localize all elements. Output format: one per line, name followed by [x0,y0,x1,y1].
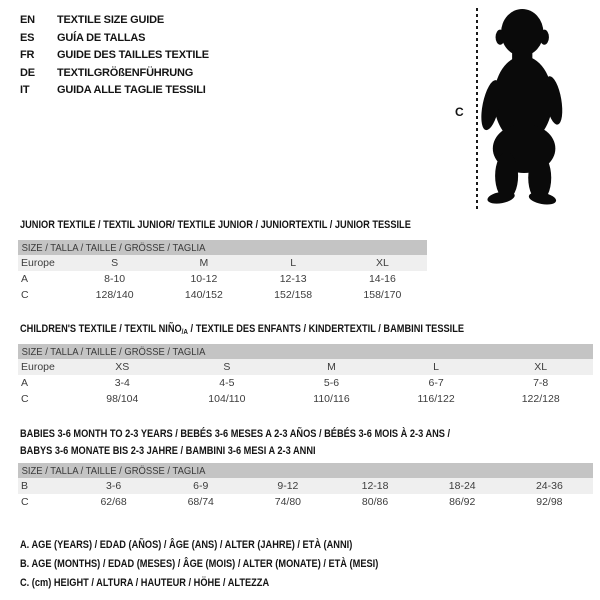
language-title: TEXTILGRÖßENFÜHRUNG [57,66,194,79]
value-cell: 68/74 [187,496,214,508]
language-code: EN [20,14,35,26]
value-cell: 5-6 [323,377,340,389]
row-label-cell: A [21,377,29,389]
value-cell: 18-24 [419,478,506,494]
value-cell: 12-13 [279,273,307,285]
table-title-text: /A [181,327,188,336]
value-cell: 122/128 [521,393,560,405]
value-cell: 140/152 [184,289,223,301]
language-title: GUIDA ALLE TAGLIE TESSILI [57,84,206,96]
value-cell: 3-4 [114,377,130,389]
table-title-text: BABYS 3-6 MONATE BIS 2-3 JAHRE / BAMBINI 3-6 MESI A 2-3 ANNI [20,444,316,457]
table-title-line [20,426,507,443]
footnote-line: A. AGE (YEARS) / EDAD (AÑOS) / ÂGE (ANS) / ALTER (JAHRE) / ETÀ (ANNI) [20,539,353,551]
size-header-cell [18,240,427,255]
value-cell: 98/104 [106,393,139,405]
value-cell: 92/98 [536,496,563,508]
value-cell: 86/92 [449,496,476,508]
language-title: GUÍA DE TALLAS [57,31,146,44]
value-cell: 104/110 [208,393,246,405]
value-cell: 128/140 [95,289,134,301]
value-cell: 10-12 [190,273,218,285]
value-cell: 158/170 [363,289,402,301]
table-row [18,271,427,287]
table-title-text: BABIES 3-6 MONTH TO 2-3 YEARS / BEBÉS 3-6 MESES A 2-3 AÑOS / BÉBÉS 3-6 MOIS À 2-3 ANS / [20,428,451,440]
footnote-line: C. (cm) HEIGHT / ALTURA / HAUTEUR / HÖHE / ALTEZZA [20,577,270,589]
value-cell: 8-10 [104,273,126,285]
table-title-line [20,217,507,234]
row-label-cell: Europe [18,255,70,271]
junior-size-table [18,240,427,303]
row-label-cell: C [21,496,29,508]
value-cell: L [249,255,338,271]
language-code: IT [20,84,30,96]
table-row [18,287,427,303]
language-title: TEXTILE SIZE GUIDE [57,14,165,26]
value-cell: 152/158 [274,289,313,301]
language-row [20,30,209,48]
table-row [18,359,593,375]
language-code: ES [20,31,35,44]
babies-size-table [18,463,593,510]
language-title: GUIDE DES TAILLES TEXTILE [57,49,209,61]
table-title-line [20,443,507,460]
language-code: FR [20,49,35,61]
height-marker-label: C [455,105,464,119]
value-cell: XL [338,255,427,271]
table-row [18,375,593,391]
value-cell: L [384,359,489,375]
value-cell: M [279,359,384,375]
table-row [18,478,593,494]
value-cell: 14-16 [368,273,396,285]
table-title-text: CHILDREN'S TEXTILE / TEXTIL NIÑO [20,323,182,335]
size-header-row [18,463,593,478]
height-dotted-line [476,8,478,210]
size-header-cell [18,344,593,359]
children-table-title [20,321,507,341]
baby-silhouette-icon [479,8,571,206]
size-header-row [18,344,593,359]
language-title-list [20,12,209,100]
language-row [20,47,209,65]
value-cell: 74/80 [274,496,302,508]
value-cell: 6-9 [157,478,244,494]
children-size-table [18,344,593,407]
table-title-text: JUNIOR TEXTILE / TEXTIL JUNIOR/ TEXTILE JUNIOR / JUNIORTEXTIL / JUNIOR TESSILE [20,219,411,231]
language-row [20,12,209,30]
value-cell: 116/122 [417,393,455,405]
value-cell: 80/86 [361,496,389,508]
table-row [18,391,593,407]
table-row [18,494,593,510]
value-cell: 3-6 [70,478,157,494]
value-cell: 7-8 [533,377,549,389]
footnote-line: B. AGE (MONTHS) / EDAD (MESES) / ÂGE (MOIS) / ALTER (MONATE) / ETÀ (MESI) [20,558,379,570]
value-cell: 4-5 [219,377,235,389]
size-header-text: SIZE / TALLA / TAILLE / GRÖSSE / TAGLIA [21,345,206,358]
row-label-cell: C [21,393,29,405]
value-cell: 6-7 [428,377,444,389]
table-title-text: / TEXTILE DES ENFANTS / KINDERTEXTIL / BAMBINI TESSILE [187,323,465,335]
size-header-text: SIZE / TALLA / TAILLE / GRÖSSE / TAGLIA [21,241,206,254]
language-row [20,82,209,100]
value-cell: 110/116 [313,393,350,405]
value-cell: XL [488,359,593,375]
size-header-cell [18,463,593,478]
value-cell: 24-36 [506,478,593,494]
language-code: DE [20,66,35,79]
size-header-text: SIZE / TALLA / TAILLE / GRÖSSE / TAGLIA [21,464,206,477]
row-label-cell: Europe [18,359,70,375]
value-cell: 9-12 [244,478,331,494]
row-label-cell: C [21,289,29,301]
value-cell: 12-18 [331,478,418,494]
size-header-row [18,240,427,255]
table-row [18,255,427,271]
value-cell: XS [70,359,175,375]
value-cell: S [175,359,280,375]
row-label-cell: B [18,478,70,494]
value-cell: S [70,255,159,271]
table-title-line [20,321,507,341]
value-cell: M [159,255,248,271]
junior-table-title [20,217,507,234]
value-cell: 62/68 [100,496,127,508]
row-label-cell: A [21,273,29,285]
babies-table-title [20,426,507,459]
language-row [20,65,209,83]
footnote-list [20,536,378,593]
